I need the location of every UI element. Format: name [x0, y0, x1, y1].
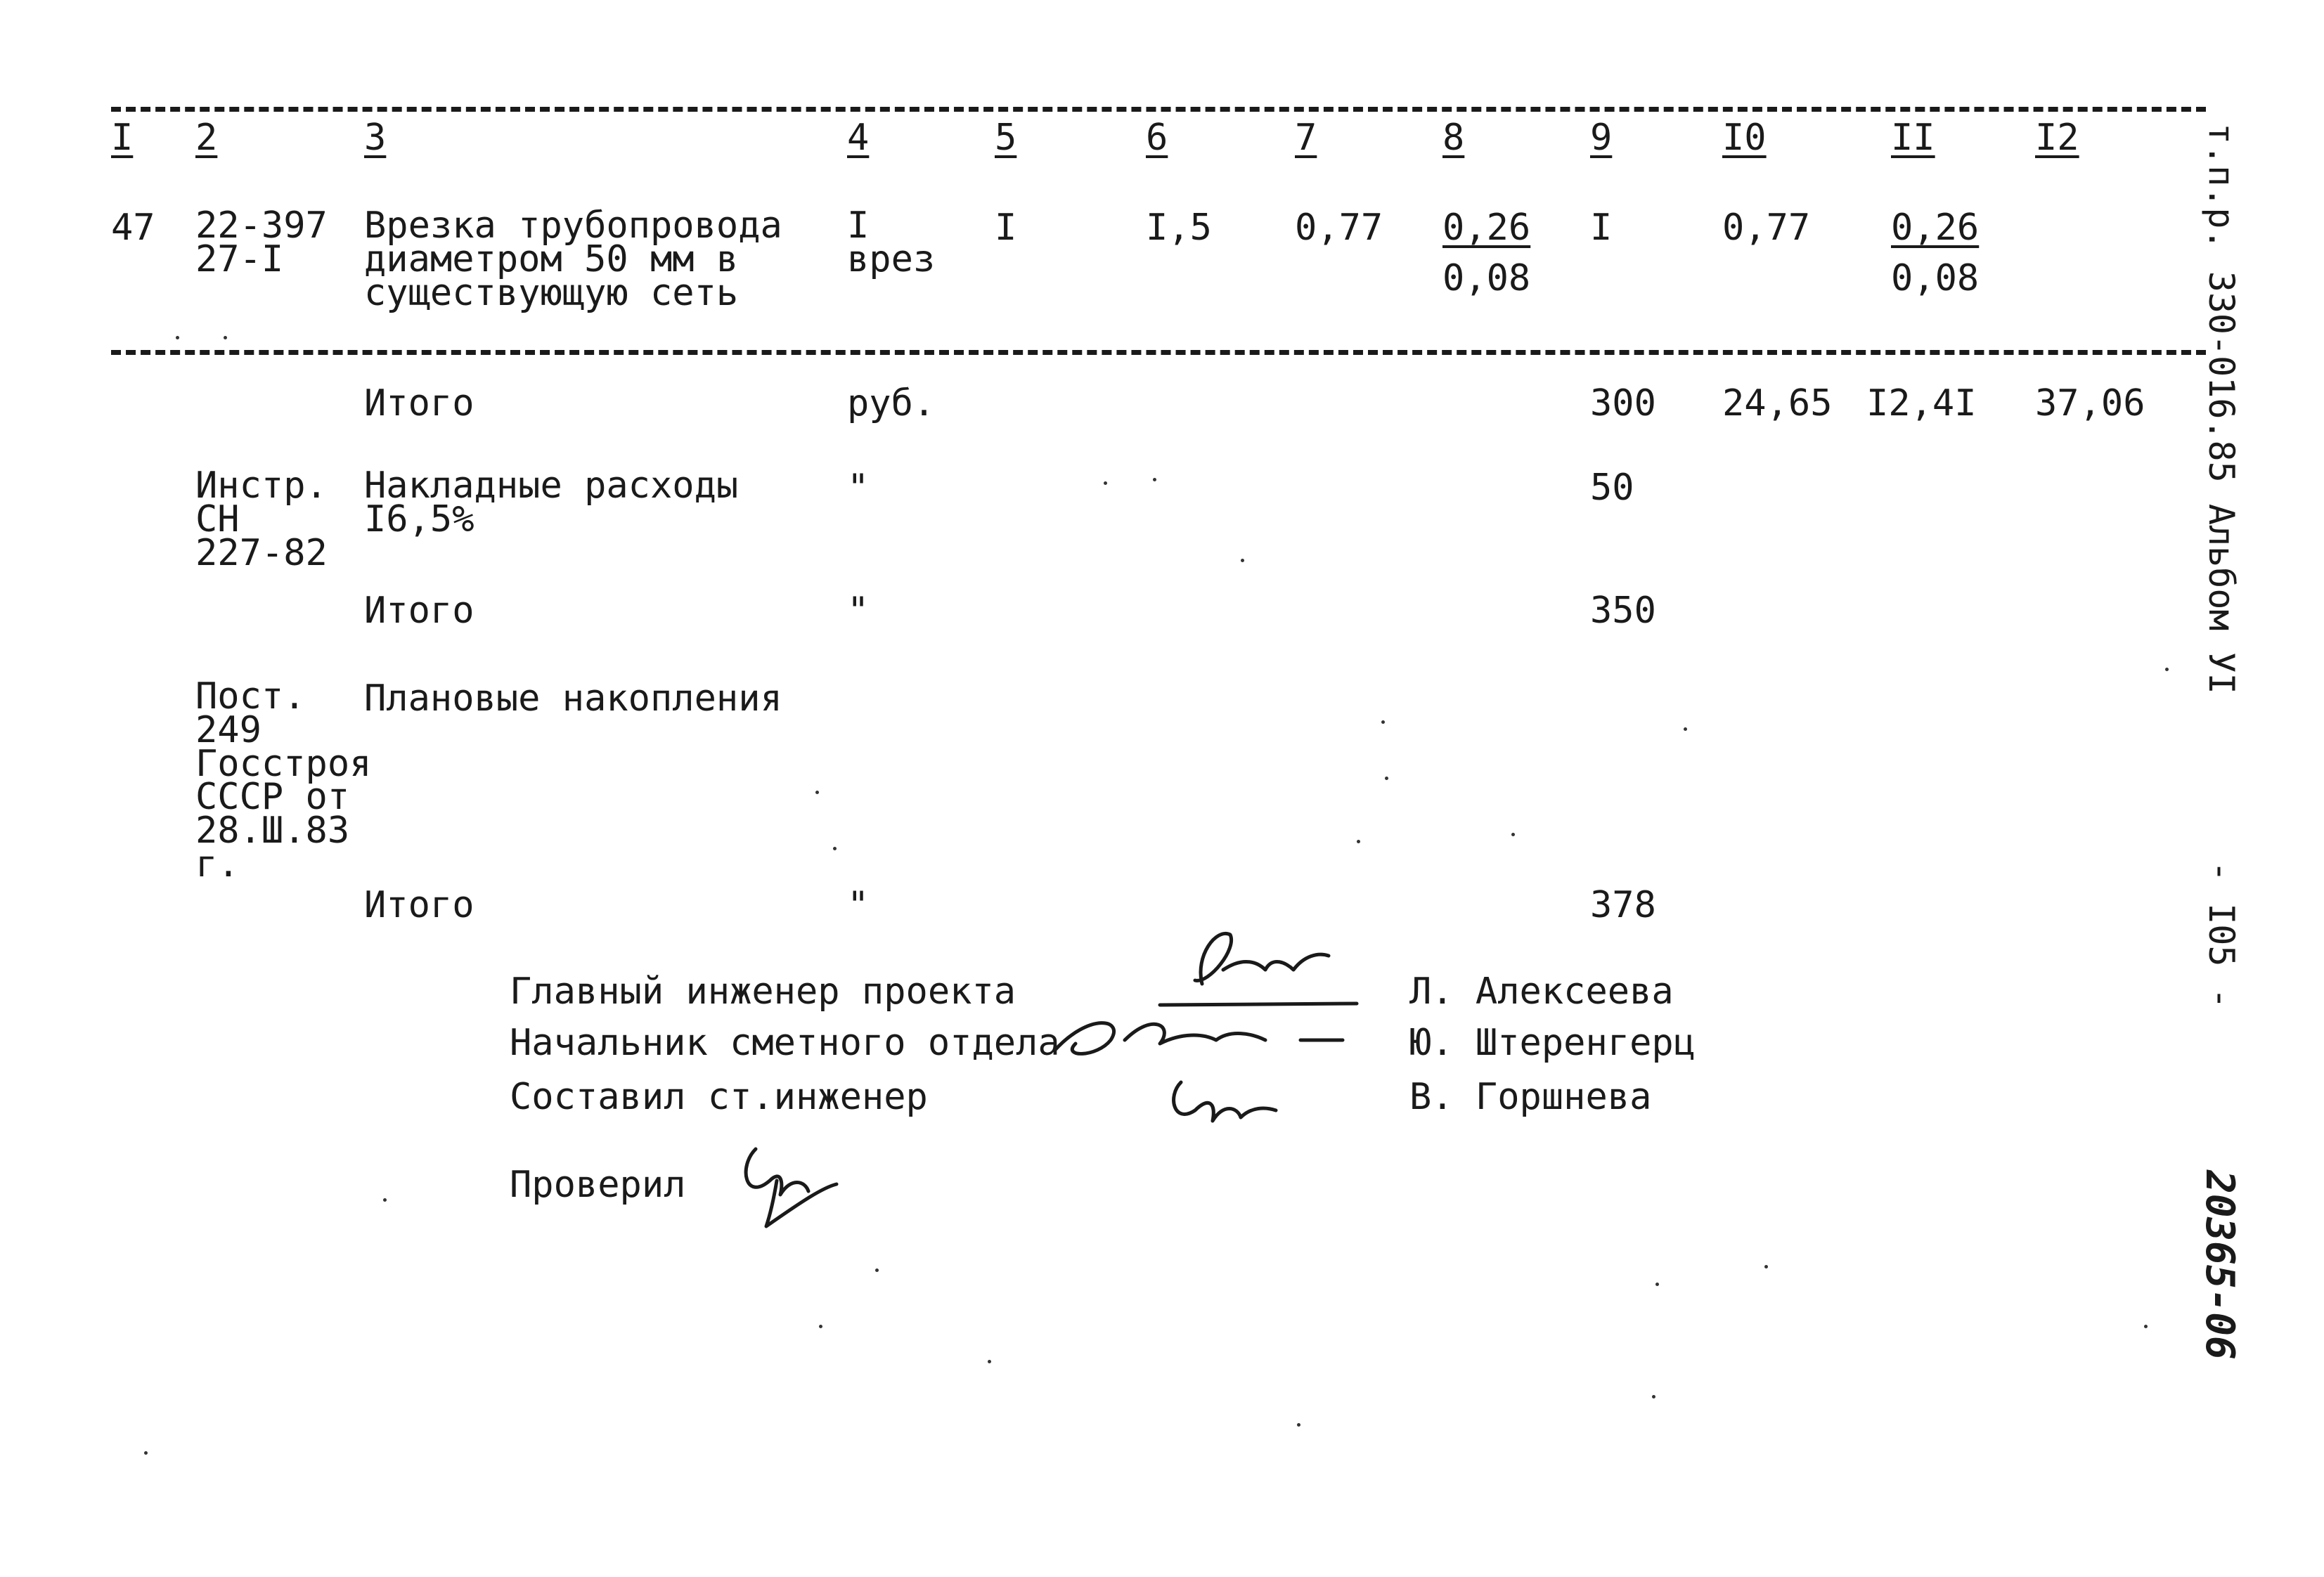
scan-speck [176, 336, 179, 339]
row-separator-rule [111, 350, 2206, 355]
col-header-2: 2 [195, 117, 218, 159]
scan-speck [819, 1325, 822, 1328]
total-1-col11: I2,4I [1866, 382, 1977, 424]
row-col7: 0,77 [1295, 207, 1383, 249]
col-header-5: 5 [995, 117, 1017, 159]
scan-speck [144, 1451, 148, 1455]
total-1-col10: 24,65 [1722, 382, 1833, 424]
col-header-7: 7 [1295, 117, 1317, 159]
total-2-label: Итого [364, 590, 475, 632]
scan-speck [2144, 1325, 2148, 1328]
scan-speck [1684, 727, 1687, 731]
row-col8-bottom: 0,08 [1442, 257, 1531, 299]
row-col11-bottom: 0,08 [1891, 257, 1980, 299]
col-header-6: 6 [1146, 117, 1168, 159]
planned-label: Плановые накопления [364, 677, 782, 720]
overhead-col9: 50 [1590, 467, 1634, 509]
row-col6: I,5 [1146, 207, 1212, 249]
total-2-col9: 350 [1590, 590, 1656, 632]
scan-speck [1153, 478, 1156, 481]
scan-speck [224, 336, 227, 339]
signature-scribble-checker [724, 1138, 851, 1230]
row-quantity: I [995, 207, 1017, 249]
scan-speck [1655, 1283, 1659, 1286]
row-col11-top: 0,26 [1891, 207, 1980, 249]
total-1-col9: 300 [1590, 382, 1656, 424]
scan-speck [2165, 668, 2169, 671]
overhead-basis: Инстр. СН 227-82 [195, 465, 328, 574]
total-1-unit: руб. [847, 382, 936, 424]
total-3-unit: " [847, 884, 870, 926]
checked-by-label: Проверил [510, 1164, 686, 1206]
planned-basis: Пост. 249 Госстроя СССР от 28.Ш.83 г. [195, 675, 372, 886]
col-header-9: 9 [1590, 117, 1613, 159]
scan-speck [988, 1360, 991, 1363]
row-unit: I врез [847, 205, 936, 280]
scan-speck [1357, 840, 1360, 843]
scan-speck [1381, 720, 1385, 724]
col-header-12: I2 [2035, 117, 2079, 159]
signature-name-chief-engineer: Л. Алексеева [1409, 971, 1674, 1013]
row-number: 47 [111, 207, 155, 249]
overhead-unit: " [847, 467, 870, 509]
col-header-8: 8 [1442, 117, 1465, 159]
album-designation: т.п.р. 330-016.85 Альбом УI [2201, 123, 2242, 694]
row-col8-top: 0,26 [1442, 207, 1531, 249]
page-number: - I05 - [2201, 861, 2242, 1009]
scan-speck [1764, 1265, 1768, 1268]
signature-scribble-estimates [1047, 991, 1357, 1068]
header-top-rule [111, 107, 2206, 112]
scan-speck [815, 791, 819, 794]
scan-speck [1385, 777, 1388, 780]
row-col10: 0,77 [1722, 207, 1811, 249]
scan-speck [1511, 833, 1515, 836]
signature-role-compiler: Составил ст.инженер [510, 1076, 928, 1118]
scan-speck [383, 1198, 387, 1202]
scan-speck [1241, 559, 1244, 562]
archive-stamp-number: 20365-06 [2197, 1170, 2242, 1360]
signature-scribble-compiler [1153, 1068, 1293, 1138]
total-2-unit: " [847, 590, 870, 632]
row-col9: I [1590, 207, 1613, 249]
row-description: Врезка трубопровода диаметром 50 мм в существующую сеть [364, 205, 782, 314]
col-header-11: II [1891, 117, 1935, 159]
signature-role-estimates-head: Начальник сметного отдела [510, 1022, 1060, 1064]
total-3-label: Итого [364, 884, 475, 926]
col-header-3: 3 [364, 117, 387, 159]
overhead-label: Накладные расходы I6,5% [364, 465, 739, 540]
total-1-label: Итого [364, 382, 475, 424]
row-code: 22-397 27-I [195, 205, 328, 280]
col-header-4: 4 [847, 117, 870, 159]
col-header-1: I [111, 117, 134, 159]
scan-speck [833, 847, 837, 850]
signature-name-estimates-head: Ю. Штеренгерц [1409, 1022, 1696, 1064]
scan-speck [1104, 481, 1107, 485]
scan-speck [875, 1268, 879, 1272]
signature-role-chief-engineer: Главный инженер проекта [510, 971, 1016, 1013]
signature-name-compiler: В. Горшнева [1409, 1076, 1652, 1118]
total-1-col12: 37,06 [2035, 382, 2145, 424]
total-3-col9: 378 [1590, 884, 1656, 926]
scan-speck [1652, 1395, 1655, 1398]
col-header-10: I0 [1722, 117, 1767, 159]
scan-speck [1297, 1423, 1300, 1427]
